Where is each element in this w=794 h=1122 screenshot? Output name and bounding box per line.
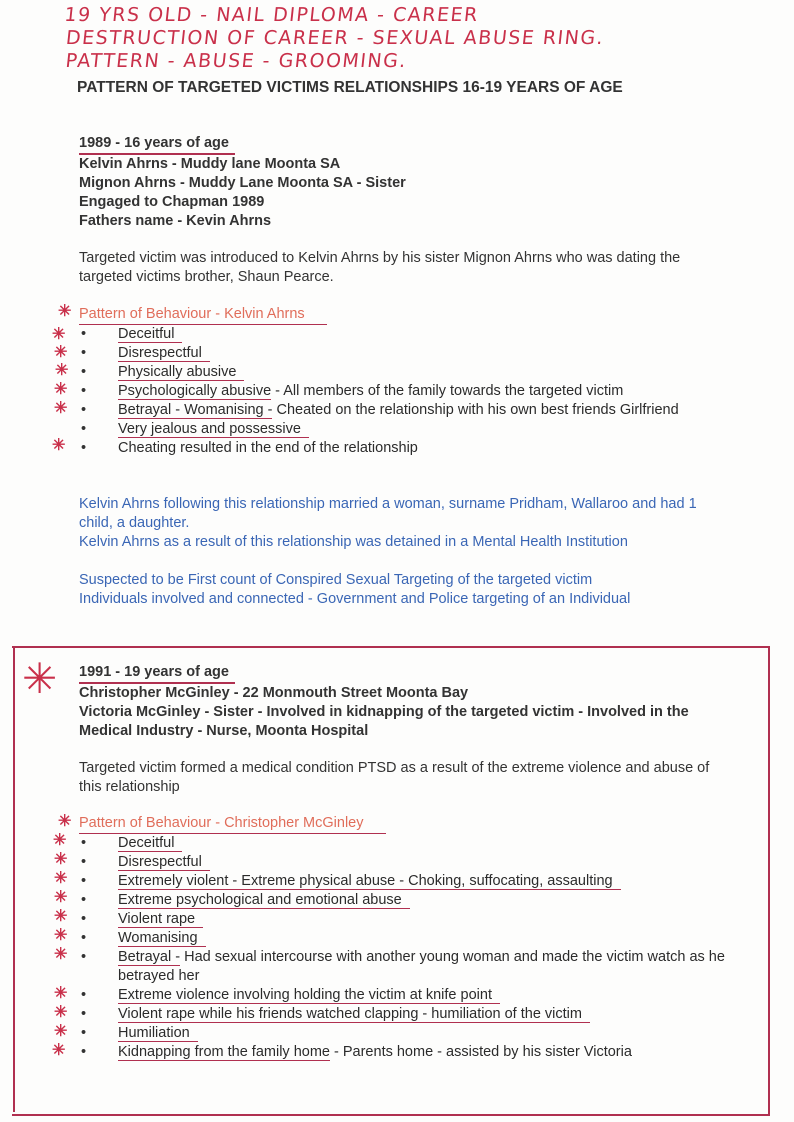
follow-up-note: Kelvin Ahrns as a result of this relationship was detained in a Mental Health Institution xyxy=(79,534,628,550)
list-item: • Deceitful xyxy=(79,325,739,344)
list-item: • Kidnapping from the family home - Parents home - assisted by his sister Victoria xyxy=(79,1043,739,1062)
star-mark-icon: ✳ xyxy=(53,832,67,849)
handwritten-note xyxy=(58,4,607,73)
list-item: • Violent rape xyxy=(79,910,739,929)
large-star-mark-icon: ✳ xyxy=(22,655,58,702)
list-item: • Extremely violent - Extreme physical abuse - Choking, suffocating, assaulting xyxy=(79,872,739,891)
list-item: • Extreme psychological and emotional abuse xyxy=(79,891,739,910)
list-item: • Humiliation xyxy=(79,1024,739,1043)
behaviour-list-christopher xyxy=(79,814,739,1062)
pob-title: Pattern of Behaviour - Christopher McGinley xyxy=(79,814,386,834)
handwritten-line: PATTERN - ABUSE - GROOMING. xyxy=(64,50,409,72)
section-intro: Targeted victim formed a medical condition PTSD as a result of the extreme violence and abuse of this relationship xyxy=(79,760,710,795)
section-1991-header xyxy=(79,663,739,741)
person-line: Kelvin Ahrns - Muddy lane Moonta SA xyxy=(79,156,341,172)
list-item: • Betrayal - Had sexual intercourse with another young woman and made the victim watch as he betrayed her xyxy=(79,948,739,986)
follow-up-note: Suspected to be First count of Conspired Sexual Targeting of the targeted victim xyxy=(79,572,593,588)
follow-up-note: Individuals involved and connected - Government and Police targeting of an Individual xyxy=(79,591,631,607)
person-line: Victoria McGinley - Sister - Involved in kidnapping of the targeted victim - Involved in the Medical Industry - Nurse, Moonta Hospital xyxy=(79,704,689,739)
list-item: • Psychologically abusive - All members of the family towards the targeted victim xyxy=(79,382,739,401)
person-line: Engaged to Chapman 1989 xyxy=(79,194,265,210)
follow-up-note: Kelvin Ahrns following this relationship married a woman, surname Pridham, Wallaroo and had 1 child, a daughter. xyxy=(79,496,697,531)
star-mark-icon: ✳ xyxy=(52,437,66,454)
page-title: PATTERN OF TARGETED VICTIMS RELATIONSHIPS 16-19 YEARS OF AGE xyxy=(77,79,623,96)
person-line: Fathers name - Kevin Ahrns xyxy=(79,213,272,229)
list-item: • Disrespectful xyxy=(79,344,739,363)
handwritten-line: 19 YRS OLD - NAIL DIPLOMA - CAREER xyxy=(63,4,480,26)
list-item: • Cheating resulted in the end of the relationship xyxy=(79,439,739,458)
star-mark-icon: ✳ xyxy=(54,1023,68,1040)
star-mark-icon: ✳ xyxy=(54,381,68,398)
section-1989-header xyxy=(79,134,709,231)
handwritten-line: DESTRUCTION OF CAREER - SEXUAL ABUSE RING. xyxy=(64,27,606,49)
star-mark-icon: ✳ xyxy=(54,344,68,361)
star-mark-icon: ✳ xyxy=(54,908,68,925)
star-mark-icon: ✳ xyxy=(58,813,72,830)
section-date: 1989 - 16 years of age xyxy=(79,134,235,155)
section-intro: Targeted victim was introduced to Kelvin Ahrns by his sister Mignon Ahrns who was dating the targeted victims brother, Shaun Pearce. xyxy=(79,250,681,285)
list-item: • Extreme violence involving holding the victim at knife point xyxy=(79,986,739,1005)
star-mark-icon: ✳ xyxy=(54,985,68,1002)
list-item: • Deceitful xyxy=(79,834,739,853)
star-mark-icon: ✳ xyxy=(54,927,68,944)
list-item: • Betrayal - Womanising - Cheated on the relationship with his own best friends Girlfriend xyxy=(79,401,739,420)
list-item: • Womanising xyxy=(79,929,739,948)
behaviour-list-kelvin xyxy=(79,305,739,458)
star-mark-icon: ✳ xyxy=(52,1042,66,1059)
section-date: 1991 - 19 years of age xyxy=(79,663,235,684)
star-mark-icon: ✳ xyxy=(58,303,72,320)
list-item: • Disrespectful xyxy=(79,853,739,872)
person-line: Christopher McGinley - 22 Monmouth Street Moonta Bay xyxy=(79,685,469,701)
star-mark-icon: ✳ xyxy=(52,326,66,343)
star-mark-icon: ✳ xyxy=(54,851,68,868)
list-item: • Violent rape while his friends watched clapping - humiliation of the victim xyxy=(79,1005,739,1024)
star-mark-icon: ✳ xyxy=(54,889,68,906)
list-item: • Very jealous and possessive xyxy=(79,420,739,439)
pob-title: Pattern of Behaviour - Kelvin Ahrns xyxy=(79,305,327,325)
box-left-rule xyxy=(13,646,15,1112)
star-mark-icon: ✳ xyxy=(54,400,68,417)
star-mark-icon: ✳ xyxy=(54,870,68,887)
star-mark-icon: ✳ xyxy=(54,946,68,963)
person-line: Mignon Ahrns - Muddy Lane Moonta SA - Sister xyxy=(79,175,406,191)
star-mark-icon: ✳ xyxy=(55,362,69,379)
list-item: • Physically abusive xyxy=(79,363,739,382)
star-mark-icon: ✳ xyxy=(54,1004,68,1021)
